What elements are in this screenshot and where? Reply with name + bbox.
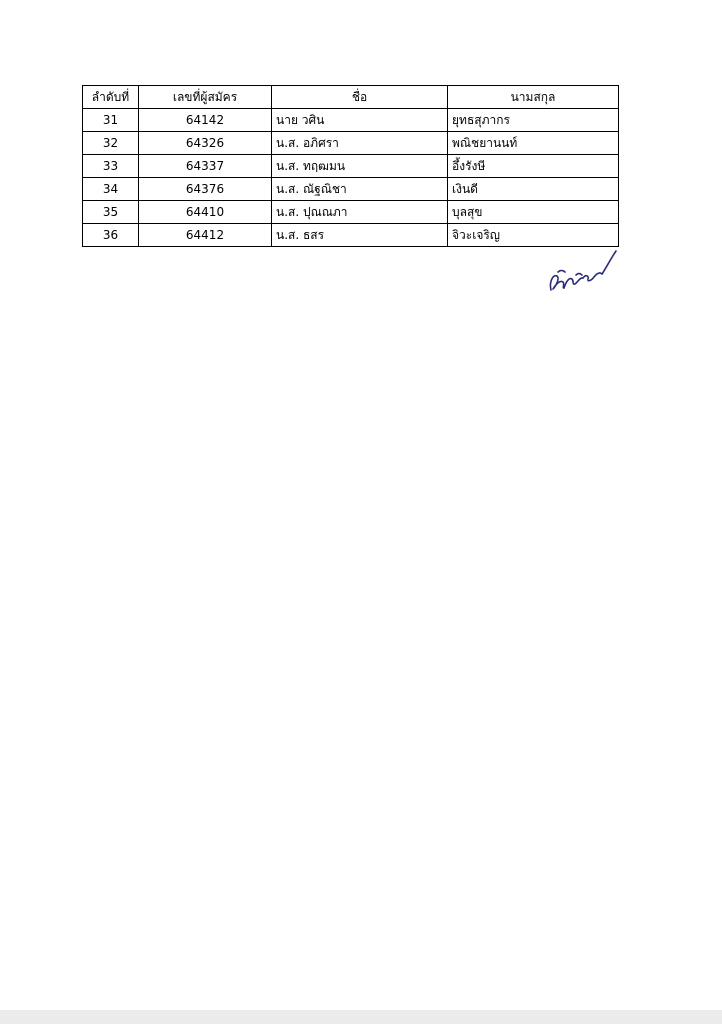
- cell-applicant-no: 64337: [139, 155, 272, 178]
- table-header-row: [83, 86, 619, 109]
- header-order: ลำดับที่: [83, 86, 139, 109]
- table-row: [83, 132, 619, 155]
- cell-last-name: พณิชยานนท์: [448, 132, 619, 155]
- cell-order: 36: [83, 224, 139, 247]
- cell-last-name: อึ้งรังษี: [448, 155, 619, 178]
- cell-applicant-no: 64410: [139, 201, 272, 224]
- table-row: [83, 155, 619, 178]
- handwritten-signature: [546, 246, 618, 296]
- cell-order: 32: [83, 132, 139, 155]
- cell-applicant-no: 64142: [139, 109, 272, 132]
- cell-order: 34: [83, 178, 139, 201]
- cell-first-name: น.ส. ทฤฒมน: [272, 155, 448, 178]
- cell-last-name: จิวะเจริญ: [448, 224, 619, 247]
- header-last-name: นามสกุล: [448, 86, 619, 109]
- page-bottom-edge: [0, 1010, 722, 1024]
- cell-first-name: นาย วศิน: [272, 109, 448, 132]
- cell-last-name: บุลสุข: [448, 201, 619, 224]
- cell-first-name: น.ส. อภิศรา: [272, 132, 448, 155]
- header-applicant-no: เลขที่ผู้สมัคร: [139, 86, 272, 109]
- cell-order: 35: [83, 201, 139, 224]
- cell-first-name: น.ส. ปุณณภา: [272, 201, 448, 224]
- header-first-name: ชื่อ: [272, 86, 448, 109]
- table-row: [83, 201, 619, 224]
- cell-applicant-no: 64376: [139, 178, 272, 201]
- table-row: [83, 178, 619, 201]
- cell-applicant-no: 64326: [139, 132, 272, 155]
- applicant-table: [82, 85, 619, 247]
- cell-last-name: เงินดี: [448, 178, 619, 201]
- cell-first-name: น.ส. ธสร: [272, 224, 448, 247]
- cell-order: 31: [83, 109, 139, 132]
- table-row: [83, 224, 619, 247]
- table-row: [83, 109, 619, 132]
- cell-order: 33: [83, 155, 139, 178]
- cell-applicant-no: 64412: [139, 224, 272, 247]
- cell-first-name: น.ส. ณัฐณิชา: [272, 178, 448, 201]
- cell-last-name: ยุทธสุภากร: [448, 109, 619, 132]
